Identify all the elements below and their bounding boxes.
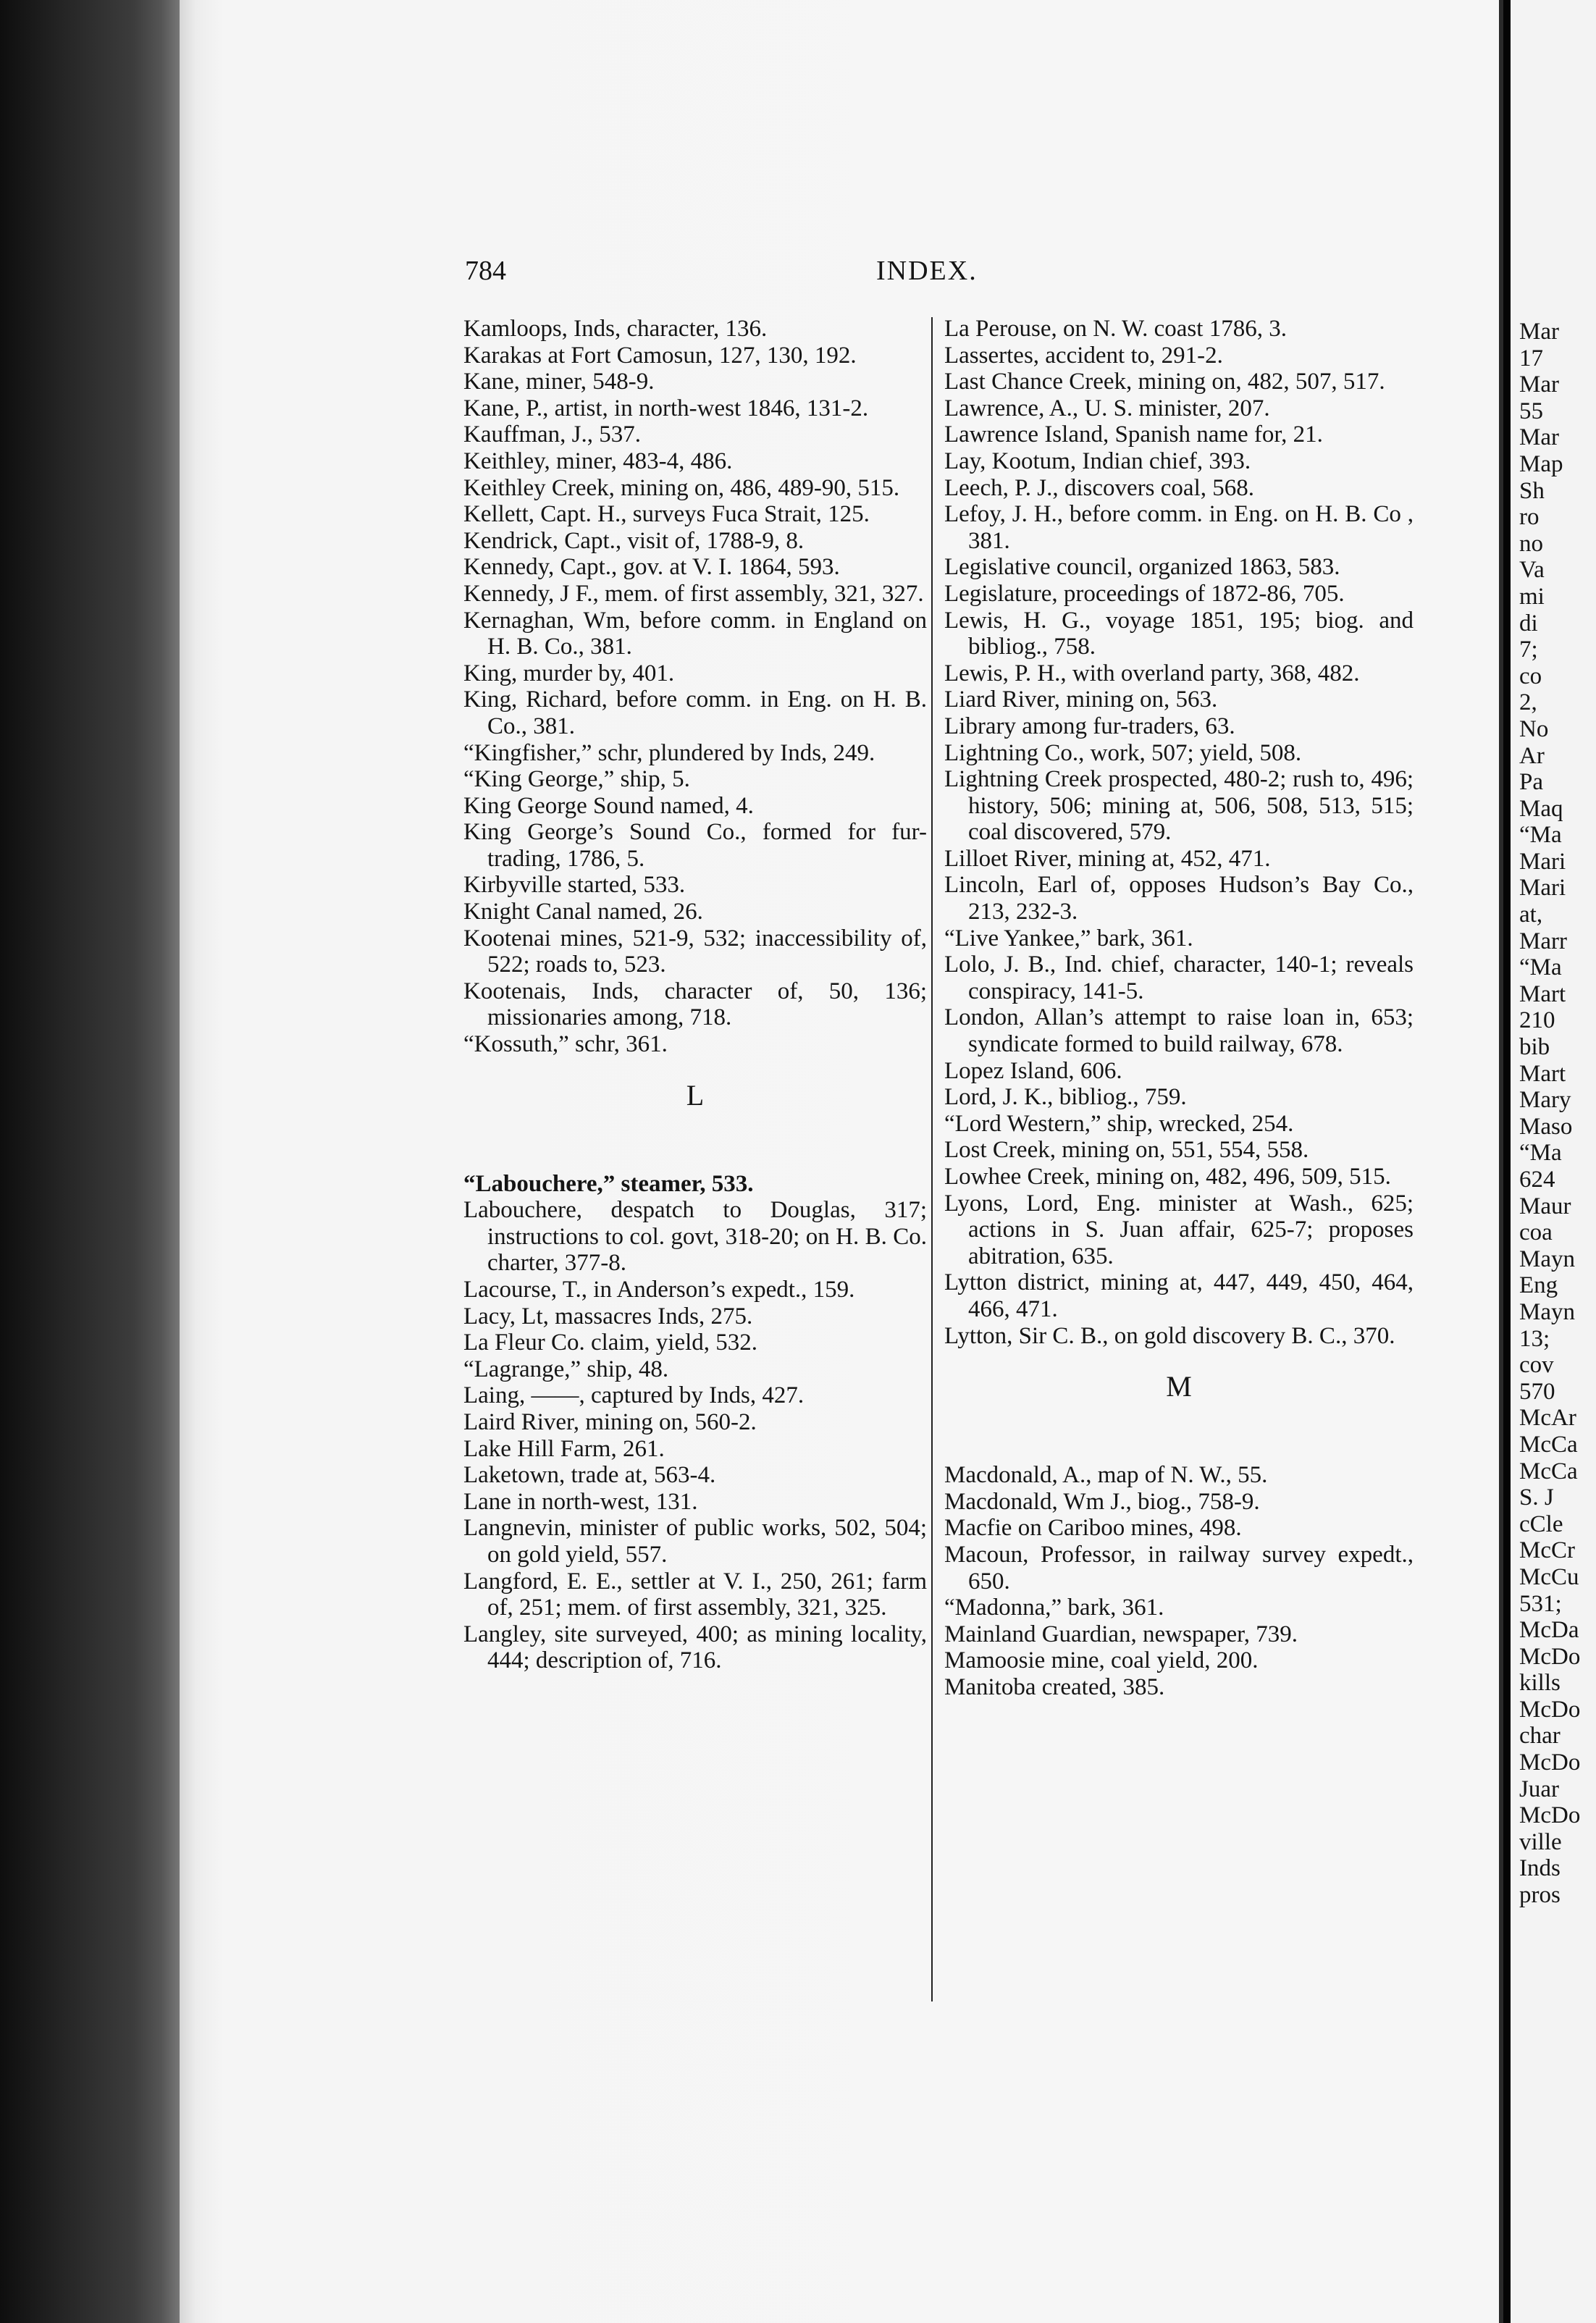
adjacent-page-fragment: Mari	[1519, 875, 1566, 902]
adjacent-page-fragment: kills	[1519, 1670, 1561, 1697]
index-entry: “Lord Western,” ship, wrecked, 254.	[944, 1110, 1294, 1137]
index-entry: Kootenai mines, 521-9, 532; inaccessibility of, 522; roads to, 523.	[463, 925, 927, 978]
index-entry: “Live Yankee,” bark, 361.	[944, 925, 1193, 952]
adjacent-page-fragment: Pa	[1519, 769, 1543, 796]
index-entry: Lincoln, Earl of, opposes Hudson’s Bay Co., 213, 232-3.	[944, 872, 1414, 925]
running-head: INDEX.	[876, 256, 978, 286]
index-entry: Leech, P. J., discovers coal, 568.	[944, 474, 1254, 501]
adjacent-page-fragment: Mar	[1519, 424, 1559, 451]
index-entry: Mainland Guardian, newspaper, 739.	[944, 1621, 1298, 1647]
adjacent-page-fragments	[1519, 319, 1596, 1909]
index-entry: Knight Canal named, 26.	[463, 899, 703, 925]
index-entry: “Kingfisher,” schr, plundered by Inds, 249.	[463, 739, 875, 766]
index-entry: King, Richard, before comm. in Eng. on H. B. Co., 381.	[463, 686, 927, 739]
adjacent-page-fragment: Maur	[1519, 1193, 1571, 1219]
adjacent-page-fragment: 531;	[1519, 1590, 1562, 1617]
adjacent-page-fragment: char	[1519, 1723, 1561, 1749]
index-entry: Legislature, proceedings of 1872-86, 705.	[944, 580, 1345, 607]
adjacent-page-fragment: co	[1519, 663, 1542, 689]
index-entry: Lightning Co., work, 507; yield, 508.	[944, 739, 1302, 766]
index-entry: Kernaghan, Wm, before comm. in England on H. B. Co., 381.	[463, 607, 927, 660]
index-entry: Langford, E. E., settler at V. I., 250, 261; farm of, 251; mem. of first assembly, 321, 325.	[463, 1568, 927, 1621]
index-column-left	[463, 316, 927, 1674]
index-entry: Karakas at Fort Camosun, 127, 130, 192.	[463, 342, 857, 369]
index-entry: “Lagrange,” ship, 48.	[463, 1356, 669, 1382]
section-letter-m: M	[1166, 1370, 1192, 1403]
index-entry: Kirbyville started, 533.	[463, 872, 686, 899]
index-entry: “Madonna,” bark, 361.	[944, 1595, 1164, 1621]
adjacent-page-fragment: McDo	[1519, 1749, 1581, 1776]
index-entry: Legislative council, organized 1863, 583.	[944, 554, 1340, 581]
index-entry: Mamoosie mine, coal yield, 200.	[944, 1647, 1259, 1674]
adjacent-page-fragment: Mart	[1519, 980, 1566, 1007]
index-entry: Lay, Kootum, Indian chief, 393.	[944, 448, 1251, 474]
adjacent-page-fragment: bib	[1519, 1034, 1550, 1061]
index-entry: Kennedy, J F., mem. of first assembly, 321, 327.	[463, 580, 924, 607]
adjacent-page-fragment: “Ma	[1519, 1140, 1562, 1167]
adjacent-page-fragment: Mart	[1519, 1060, 1566, 1087]
entry-group-l	[463, 1171, 927, 1674]
adjacent-page-fragment: McDa	[1519, 1617, 1579, 1644]
index-entry: Lawrence, A., U. S. minister, 207.	[944, 395, 1270, 421]
adjacent-page-fragment: McCa	[1519, 1458, 1578, 1484]
adjacent-page-fragment: 210	[1519, 1007, 1555, 1034]
adjacent-page-fragment: S. J	[1519, 1484, 1554, 1511]
adjacent-page-fragment: Maso	[1519, 1113, 1573, 1140]
adjacent-page-fragment: Mar	[1519, 319, 1559, 345]
adjacent-page-fragment: cov	[1519, 1352, 1554, 1379]
index-entry: Kennedy, Capt., gov. at V. I. 1864, 593.	[463, 554, 840, 581]
adjacent-page-edge	[1503, 0, 1596, 2323]
adjacent-page-fragment: mi	[1519, 583, 1545, 610]
adjacent-page-fragment: Mayn	[1519, 1245, 1575, 1272]
adjacent-page-fragment: ro	[1519, 504, 1540, 531]
adjacent-page-fragment: 2,	[1519, 689, 1537, 716]
index-entry: Labouchere, despatch to Douglas, 317; instructions to col. govt, 318-20; on H. B. Co. charter, 377-8.	[463, 1197, 927, 1277]
index-entry: Macoun, Professor, in railway survey expedt., 650.	[944, 1541, 1414, 1595]
index-entry: Manitoba created, 385.	[944, 1673, 1165, 1700]
index-entry: Kootenais, Inds, character of, 50, 136; missionaries among, 718.	[463, 978, 927, 1031]
adjacent-page-fragment: di	[1519, 610, 1538, 637]
adjacent-page-fragment: McDo	[1519, 1643, 1581, 1670]
entry-group-m	[944, 1462, 1414, 1700]
index-entry: Lacy, Lt, massacres Inds, 275.	[463, 1303, 753, 1329]
index-entry: Liard River, mining on, 563.	[944, 686, 1218, 713]
index-entry: La Perouse, on N. W. coast 1786, 3.	[944, 316, 1287, 342]
adjacent-page-fragment: McDo	[1519, 1802, 1581, 1829]
index-entry: Lawrence Island, Spanish name for, 21.	[944, 421, 1323, 448]
index-entry: Lacourse, T., in Anderson’s expedt., 159.	[463, 1277, 855, 1303]
adjacent-page-fragment: Mayn	[1519, 1298, 1575, 1325]
index-entry: Lopez Island, 606.	[944, 1057, 1122, 1084]
index-entry: “Labouchere,” steamer, 533.	[463, 1170, 754, 1197]
index-entry: Lost Creek, mining on, 551, 554, 558.	[944, 1137, 1309, 1164]
index-entry: Kellett, Capt. H., surveys Fuca Strait, 125.	[463, 501, 870, 528]
index-entry: Lewis, P. H., with overland party, 368, 482.	[944, 660, 1360, 686]
index-entry: Kauffman, J., 537.	[463, 421, 642, 448]
adjacent-page-fragment: 7;	[1519, 637, 1538, 663]
index-entry: Kamloops, Inds, character, 136.	[463, 316, 768, 342]
adjacent-page-fragment: Sh	[1519, 477, 1545, 504]
index-entry: Macdonald, Wm J., biog., 758-9.	[944, 1488, 1260, 1515]
index-entry: Lewis, H. G., voyage 1851, 195; biog. and bibliog., 758.	[944, 607, 1414, 660]
index-entry: King, murder by, 401.	[463, 660, 675, 686]
index-entry: King George’s Sound Co., formed for fur-trading, 1786, 5.	[463, 819, 927, 872]
index-entry: Lefoy, J. H., before comm. in Eng. on H. B. Co , 381.	[944, 501, 1414, 554]
index-entry: “Kossuth,” schr, 361.	[463, 1031, 668, 1058]
adjacent-page-fragment: Eng	[1519, 1272, 1558, 1299]
index-entry: Lytton district, mining at, 447, 449, 450, 464, 466, 471.	[944, 1269, 1414, 1322]
index-entry: King George Sound named, 4.	[463, 792, 754, 819]
index-entry: Kane, P., artist, in north-west 1846, 131-2.	[463, 395, 869, 421]
adjacent-page-fragment: McCa	[1519, 1431, 1578, 1458]
adjacent-page-fragment: Mari	[1519, 848, 1566, 875]
adjacent-page-fragment: coa	[1519, 1219, 1553, 1246]
adjacent-page-fragment: Juar	[1519, 1776, 1559, 1802]
index-entry: Langnevin, minister of public works, 502, 504; on gold yield, 557.	[463, 1515, 927, 1568]
index-entry: La Fleur Co. claim, yield, 532.	[463, 1329, 758, 1356]
adjacent-page-fragment: 624	[1519, 1167, 1555, 1193]
index-entry: Macdonald, A., map of N. W., 55.	[944, 1462, 1268, 1489]
index-entry: Last Chance Creek, mining on, 482, 507, 517.	[944, 369, 1385, 395]
section-letter-l: L	[686, 1078, 705, 1112]
adjacent-page-fragment: no	[1519, 530, 1543, 557]
adjacent-page-fragment: Maq	[1519, 795, 1563, 822]
index-entry: Lytton, Sir C. B., on gold discovery B. C., 370.	[944, 1322, 1395, 1349]
index-entry: Laing, ——, captured by Inds, 427.	[463, 1382, 805, 1409]
index-entry: Lolo, J. B., Ind. chief, character, 140-1; reveals conspiracy, 141-5.	[944, 952, 1414, 1004]
index-entry: Library among fur-traders, 63.	[944, 713, 1235, 739]
adjacent-page-fragment: No	[1519, 715, 1549, 742]
index-entry: Lake Hill Farm, 261.	[463, 1435, 665, 1462]
adjacent-page-fragment: 17	[1519, 345, 1543, 371]
adjacent-page-fragment: Map	[1519, 450, 1563, 477]
adjacent-page-fragment: Mar	[1519, 371, 1559, 398]
index-entry: Kendrick, Capt., visit of, 1788-9, 8.	[463, 527, 805, 554]
adjacent-page-fragment: Ar	[1519, 742, 1545, 769]
adjacent-page-fragment: McCr	[1519, 1537, 1575, 1564]
index-entry: Lane in north-west, 131.	[463, 1488, 698, 1515]
entry-group-k	[463, 316, 927, 1058]
index-entry: Lord, J. K., bibliog., 759.	[944, 1084, 1187, 1111]
index-entry: Lyons, Lord, Eng. minister at Wash., 625; actions in S. Juan affair, 625-7; proposes abitration, 635.	[944, 1190, 1414, 1269]
adjacent-page-fragment: 55	[1519, 398, 1543, 424]
adjacent-page-fragment: ville	[1519, 1828, 1562, 1855]
index-entry: “King George,” ship, 5.	[463, 766, 690, 793]
column-divider	[931, 317, 933, 2001]
adjacent-page-fragment: Marr	[1519, 928, 1567, 954]
adjacent-page-fragment: “Ma	[1519, 954, 1562, 981]
adjacent-page-fragment: pros	[1519, 1882, 1561, 1909]
index-entry: Keithley Creek, mining on, 486, 489-90, 515.	[463, 474, 900, 501]
index-entry: Lilloet River, mining at, 452, 471.	[944, 845, 1271, 872]
index-entry: Lassertes, accident to, 291-2.	[944, 342, 1223, 369]
adjacent-page-fragment: McCu	[1519, 1563, 1579, 1590]
book-binding-edge	[0, 0, 190, 2323]
index-entry: Macfie on Cariboo mines, 498.	[944, 1515, 1242, 1542]
adjacent-page-fragment: 570	[1519, 1378, 1555, 1405]
adjacent-page-fragment: McDo	[1519, 1696, 1581, 1723]
index-entry: Keithley, miner, 483-4, 486.	[463, 448, 733, 474]
page-number: 784	[465, 256, 506, 286]
index-entry: Laketown, trade at, 563-4.	[463, 1462, 716, 1489]
adjacent-page-fragment: McAr	[1519, 1405, 1576, 1432]
index-entry: Kane, miner, 548-9.	[463, 369, 655, 395]
adjacent-page-fragment: Mary	[1519, 1087, 1571, 1114]
index-entry: Lightning Creek prospected, 480-2; rush to, 496; history, 506; mining at, 506, 508, 513, 515; coal discovered, 579.	[944, 766, 1414, 846]
index-entry: Lowhee Creek, mining on, 482, 496, 509, 515.	[944, 1164, 1391, 1190]
adjacent-page-fragment: Inds	[1519, 1855, 1561, 1882]
index-column-right	[944, 316, 1414, 1701]
entry-group-l-continued	[944, 316, 1414, 1349]
index-entry: London, Allan’s attempt to raise loan in, 653; syndicate formed to build railway, 678.	[944, 1004, 1414, 1058]
index-entry: Langley, site surveyed, 400; as mining locality, 444; description of, 716.	[463, 1621, 927, 1674]
index-entry: Laird River, mining on, 560-2.	[463, 1408, 757, 1435]
adjacent-page-fragment: “Ma	[1519, 822, 1562, 849]
adjacent-page-fragment: 13;	[1519, 1325, 1550, 1352]
adjacent-page-fragment: cCle	[1519, 1511, 1563, 1537]
adjacent-page-fragment: Va	[1519, 557, 1545, 584]
adjacent-page-fragment: at,	[1519, 902, 1543, 928]
